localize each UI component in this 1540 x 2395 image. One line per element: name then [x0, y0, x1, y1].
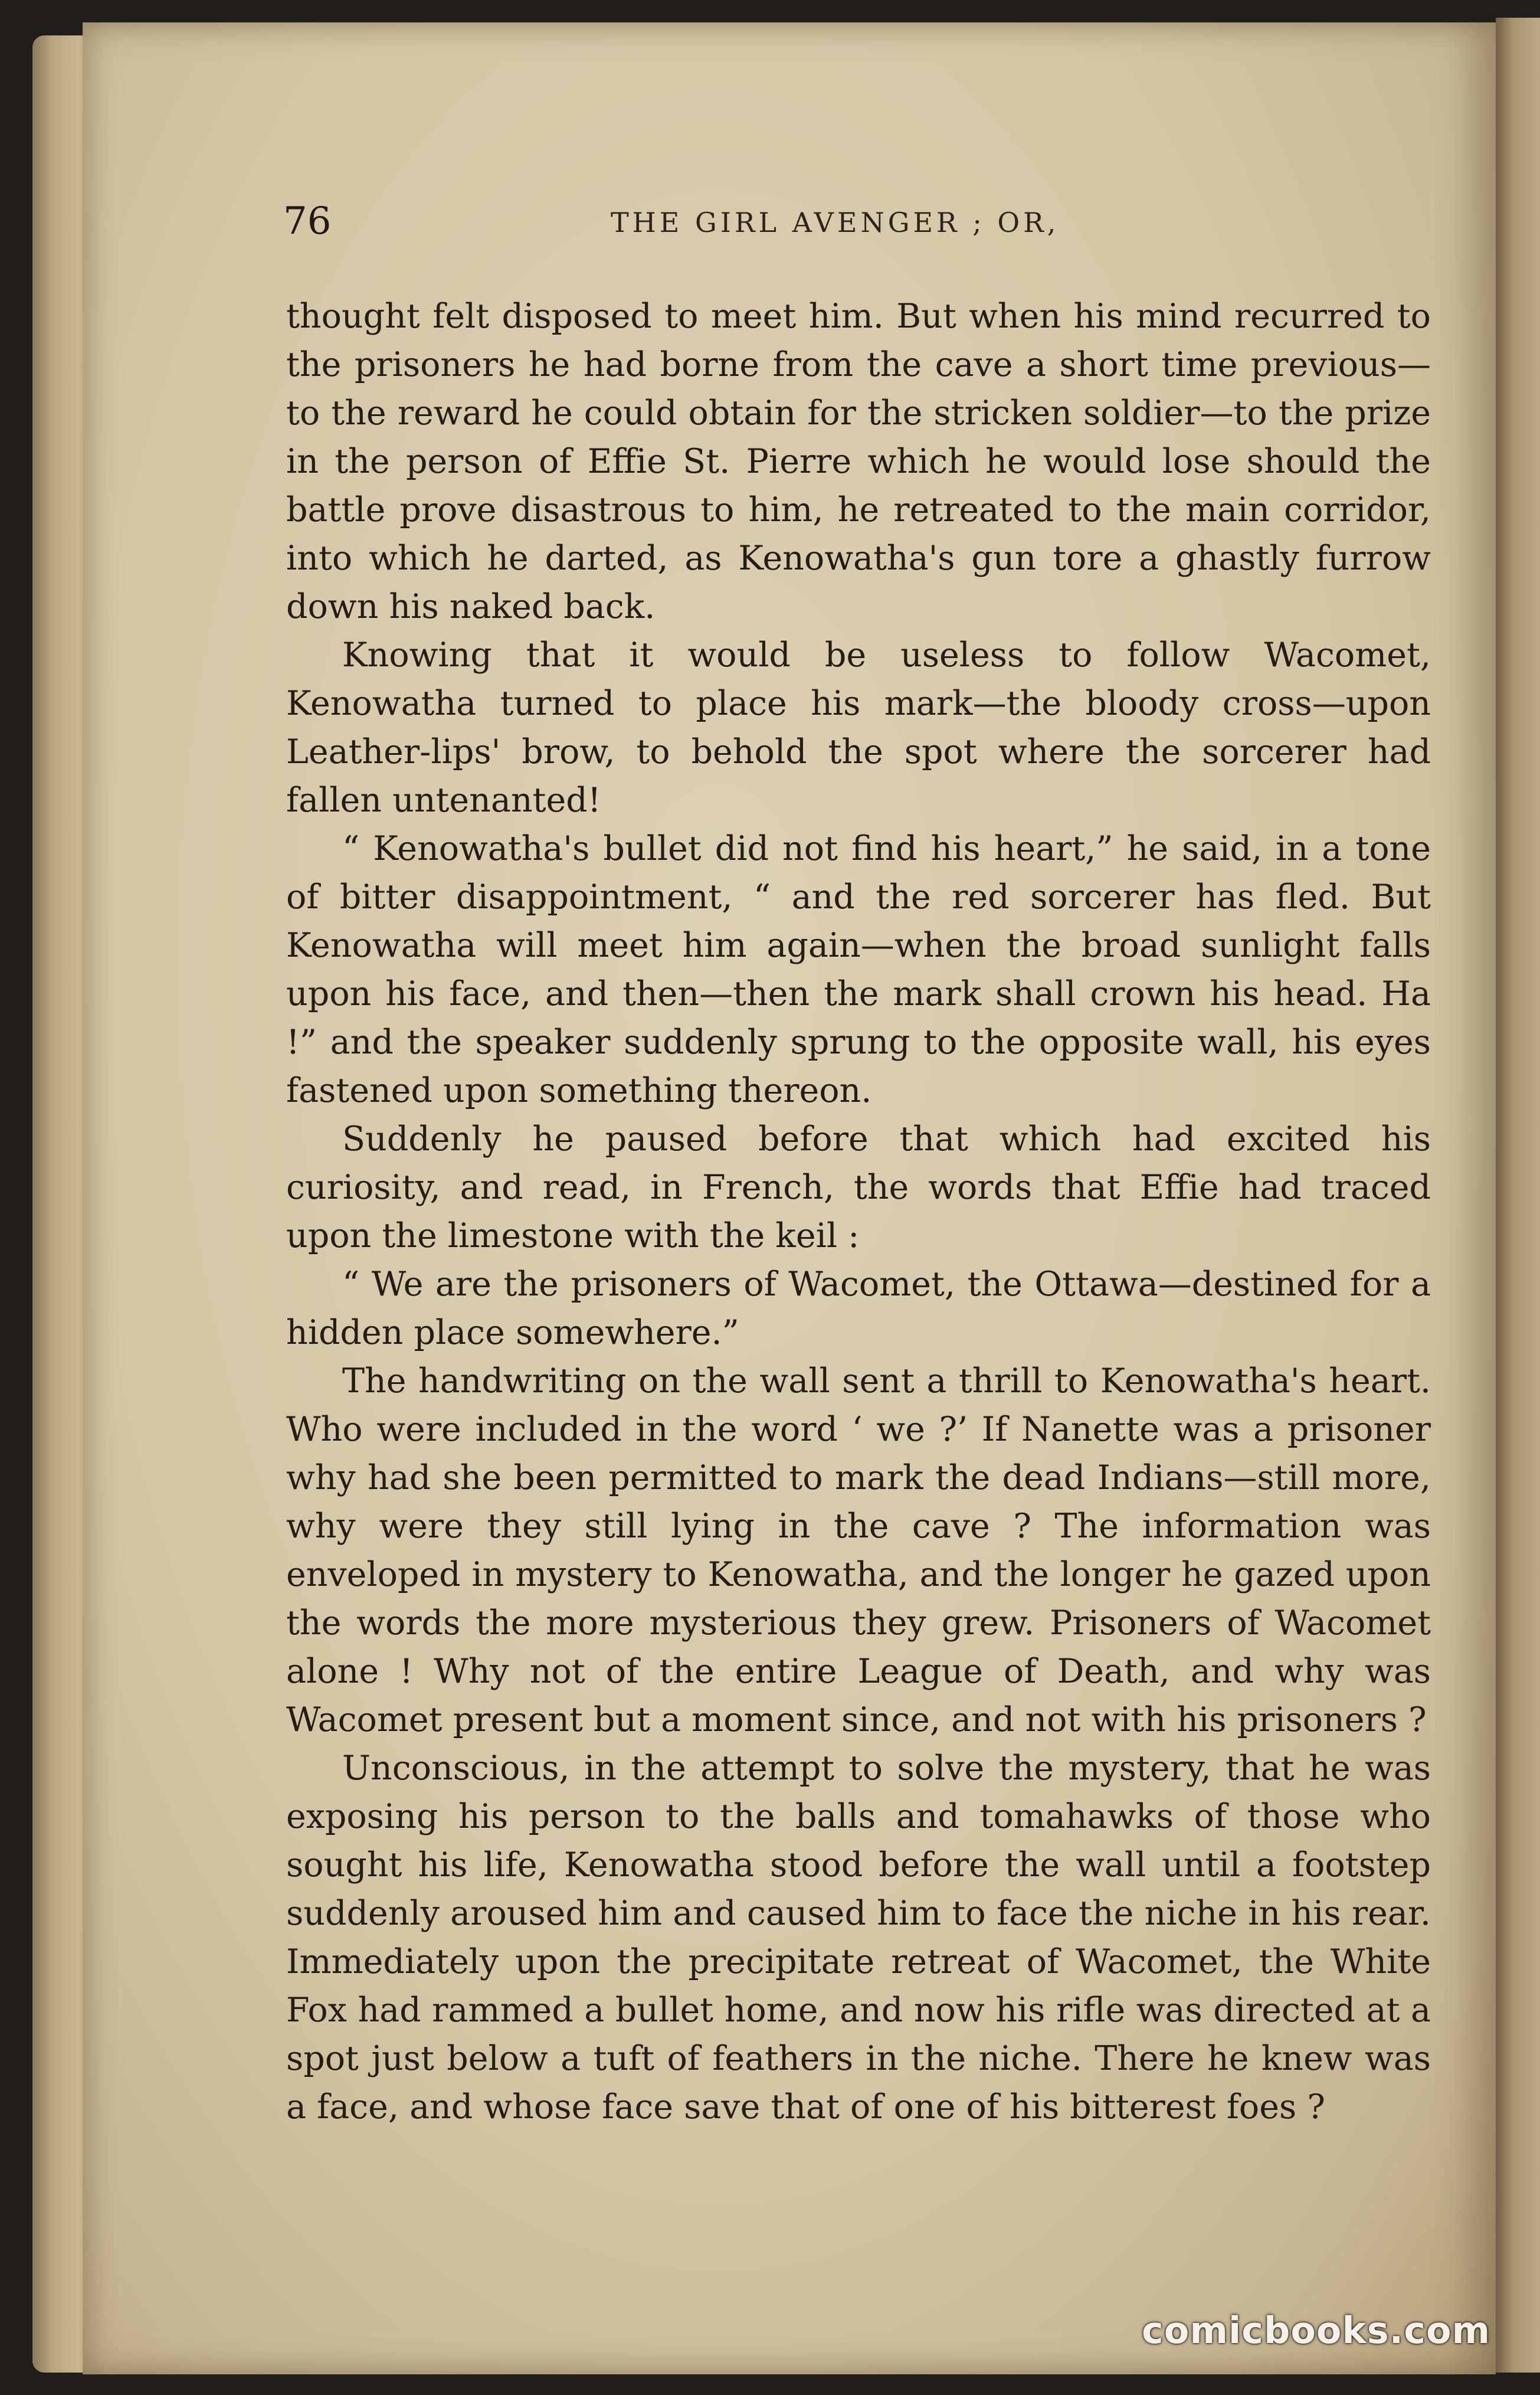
site-watermark: comicbooks.com	[1142, 2309, 1491, 2352]
facing-page-edge	[1496, 18, 1540, 2373]
paragraph: Suddenly he paused before that which had excited his curiosity, and read, in French, the words that Effie had traced upon the limestone with the keil :	[286, 1120, 1431, 1255]
paragraph: The handwriting on the wall sent a thrill to Kenowatha's heart. Who were included in the word ‘ we ?’ If Nanette was a prisoner why had she been permitted to mark the dead Indians—still more, why were they still lying in the cave ? The information was enveloped in mystery to Kenowatha, and the longer he gazed upon the words the more mysterious they grew. Prisoners of Wacomet alone ! Why not of the entire League of Death, and why was Wacomet present but a moment since, and not with his prisoners ?	[286, 1362, 1431, 1739]
paragraph: Unconscious, in the attempt to solve the mystery, that he was exposing his person to the balls and tomahawks of those who sought his life, Kenowatha stood before the wall until a footstep suddenly aroused him and caused him to face the niche in his rear. Immediately upon the precipitate retreat of Wacomet, the White Fox had rammed a bullet home, and now his rifle was directed at a spot just below a tuft of feathers in the niche. There he knew was a face, and whose face save that of one of his bitterest foes ?	[286, 1749, 1431, 2126]
paragraph: “ We are the prisoners of Wacomet, the Ottawa—destined for a hidden place somewhere.”	[286, 1265, 1431, 1352]
paragraph: “ Kenowatha's bullet did not find his heart,” he said, in a tone of bitter disappointment, “ and the red sorcerer has fled. But Kenowatha will meet him again—when the broad sunlight falls upon his face, and then—then the mark shall crown his head. Ha !” and the speaker suddenly sprung to the opposite wall, his eyes fastened upon something thereon.	[286, 829, 1431, 1110]
paragraph: Knowing that it would be useless to follow Wacomet, Kenowatha turned to place his mark—the bloody cross—upon Leather-lips' brow, to behold the spot where the sorcerer had fallen untenanted!	[286, 636, 1431, 820]
page-header	[283, 199, 1434, 253]
page-number: 76	[283, 199, 332, 243]
running-head: THE GIRL AVENGER ; OR,	[611, 207, 1060, 238]
body-text	[286, 292, 1431, 2131]
paragraph: thought felt disposed to meet him. But when his mind recurred to the prisoners he had borne from the cave a short time previous—to the reward he could obtain for the stricken soldier—to the prize in the person of Effie St. Pierre which he would lose should the battle prove disastrous to him, he retreated to the main corridor, into which he darted, as Kenowatha's gun tore a ghastly furrow down his naked back.	[286, 297, 1431, 626]
